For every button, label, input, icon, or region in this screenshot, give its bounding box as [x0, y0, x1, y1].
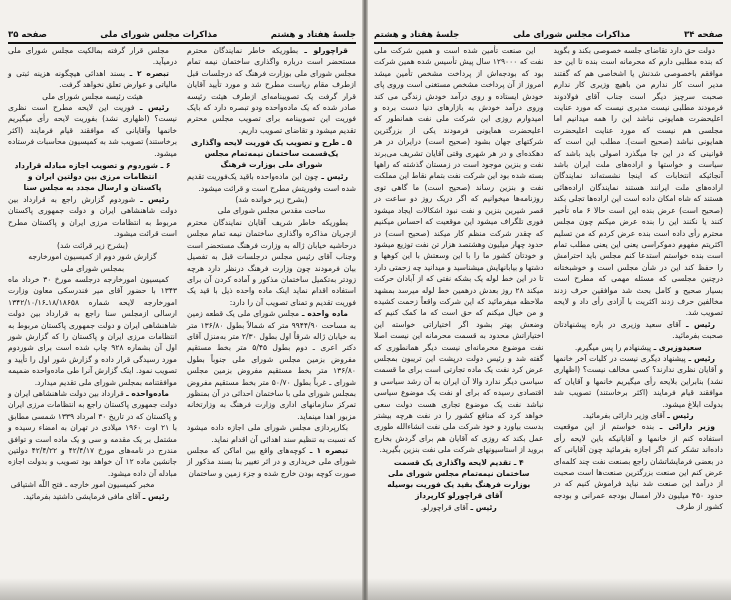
column-right: [554, 45, 724, 513]
page-header: [374, 28, 723, 44]
paragraph: [554, 319, 724, 342]
paragraph-text: ساحت مقدس مجلس شورای ملی: [217, 206, 326, 216]
centered-line: [8, 240, 177, 251]
paragraph: [8, 274, 177, 388]
centered-line: [554, 410, 724, 421]
paragraph: [8, 68, 177, 91]
speaker-name: رئیس ـ: [140, 195, 170, 205]
running-title: مذاکرات مجلس شورای ملی: [100, 30, 218, 40]
paragraph-text: بطوریکه خاطر شریف آقایان نمایندگان محترم ازجریان مذاکره واگذاری ساختمان نیمه تمام مجلس درحاشیه خیابان ژاله به وزارت فرهنگ مستحضر است وجناب آقای رئیس مجلس درجلسات قبل به تفصیل بیان فرمودند چون وزارت فرهنگ درنظر دارد هرچه زودتر به‌تکمیل ساختمان مذکور و آماده کردن آن برای استفاده اقدام نماید اینک ماده واحده ذیل با قید یک فوریت تقدیم و تمنای تصویب آن را دارد:: [187, 217, 356, 307]
paragraph-text: گزارش شور دوم از کمیسیون امورخارجه: [28, 252, 157, 262]
speaker-name: ماده‌واحده ـ: [126, 388, 169, 398]
page-number: صفحه ۳۴: [684, 30, 723, 40]
paragraph: [374, 45, 544, 456]
section-heading: [12, 160, 173, 193]
paragraph-text: ۶ ـ شوردوم و تصویب اجازه مبادله قرارداد انتظامات مرزی بین دولتین ایران و پاکستان و ارسال مجدد به مجلس سنا: [14, 161, 171, 193]
paragraph-text: بسند اهدائی هیچگونه هزینه ثبتی و مالیاتی و عوارض تعلق نخواهد گرفت.: [8, 68, 177, 90]
paragraph: [187, 45, 356, 136]
paragraph-text: آقای قراچورلو.: [420, 502, 471, 512]
text-columns: [8, 45, 356, 502]
centered-line: [8, 91, 177, 102]
paragraph: [554, 45, 724, 319]
paragraph-text: بطوریکه خاطر نمایندگان محترم مستحضر است درباره واگذاری ساختمان نیمه تمام مجلس شورای ملی بوزارت فرهنگ که درجلسات قبل ازطرف مقام ریاست مطرح شد و مورد تأیید آقایان قرار گرفت یک تصویبنامه‌ای ازطرف هیئت رئیسه صادر شده که یک ماده‌واحده ودو تبصره دارد که بایک فوریت این تصویبنامه برای تصویب مجلس محترم تقدیم میشود و تقاضای تصویب داریم.: [187, 46, 356, 135]
book-fold: [362, 0, 368, 600]
speaker-name: رئیس ـ: [470, 502, 497, 512]
speaker-name: رئیس ـ: [685, 319, 715, 329]
paragraph: [8, 388, 177, 479]
column-left: [374, 45, 544, 513]
section-heading: [191, 137, 352, 170]
centered-line: [8, 251, 177, 262]
page-right: [370, 0, 727, 600]
speaker-name: رئیس ـ: [688, 353, 716, 363]
paragraph-text: بکارپردازی مجلس شورای ملی اجازه داده میشود که نسبت به تنظیم سند اهدائی آن اقدام نماید.: [187, 423, 356, 444]
paragraph: [8, 491, 177, 502]
paragraph-text: دولت حق دارد تقاضای جلسه خصوصی بکند و بگوید که بنده مطلبی دارم که محرمانه است بنده تا این حد موافقم باخصوصی شدنش یا اشخاصی هم که گفتند مدیر است کار ندارم من باهیچ وزیری کار ندارم صحبت سرچیز دیگر است جناب آقای فولادوند فرمودند مطلبی نیست مدیری نیست که مورد عنایت اعلیحضرت همایونی نباشد این را همه میدانیم اما مجلسی هم نیست که مورد عنایت اعلیحضرت همایونی نباشد (صحیح است). مطلب این است که قوانینی که در این جا میگذرد اصولی باید باشد که سیاست و خواستها و اراده‌های ملت ایران باشد آنجائیکه انتخابات که اینجا نشسته‌اند نمایندگان اراده‌های ملت ایرانند هستند نمایندگان اراده‌هائی هستند که شاه امکان داده است این اراده‌ها تجلی بکند (صحیح است) عرض بنده این است حالا ۶ ماه تأخیر کنند یا نکنند این را بنده عرض میکنم چون مجلس محترم رأی داده است بنده عرض کردم که من تسلیم اکثریتم مفهوم دموکراسی یعنی این یعنی مطلب تمام است بنده خواستم استدعا کنم مجلس باید احترامش را حفظ کند این در شأن مجلس است و خوشبختانه درچنین مجلسی که مسئله مهمی که مطرح است بسیار صحیح و کامل بحث شد موافقین حرف زدند مخالفین حرف زدند اکثریت با آزادی رأی داد و لایحه تصویب شد.: [553, 46, 723, 318]
paragraph-text: قرارداد بین دولت شاهنشاهی ایران و دولت جمهوری پاکستان راجع به انتظامات مرزی ایران و پاکستان که در تاریخ ۳۰ امرداد ۱۳۳۹ شمسی مطابق با ۲۱ اوت ۱۹۶۰ میلادی در تهران به امضاء رسیده و مشتمل بر یک مقدمه و سی و یک ماده است و توافق مندرج در نامه‌های مورخ ۴۲/۴/۱۷ و ۴۲/۴/۲۲ دولتین جانشین ماده ۱۲ آن خواهد بود تصویب و بدولت اجازه مبادله آن داده میشود.: [8, 388, 178, 478]
paragraph-text: آقای سعید وزیری در باره پیشنهادتان صحبت بفرمائید.: [553, 319, 723, 341]
page-header: [8, 28, 356, 44]
speaker-name: تبصره ۱ ـ: [309, 446, 348, 455]
paragraph-text: ۴ ـ تقدیم لایحه واگذاری یک قسمت ساختمان نیمه‌تمام مجلس شورای ملی بوزارت فرهنگ بقید یک فوریت بوسیله آقای قراچورلو کارپرداز: [387, 457, 531, 500]
speaker-name: سعیدوزیری ـ: [653, 342, 702, 352]
paragraph-text: کمیسیون امورخارجه درجلسه مورخ ۳۰ خرداد ماه ۱۳۴۳ با حضور آقای میر فندرسکی معاون وزارت امورخارجه لایحه شماره ۱۸/۱۸۶۵۸ـ۱۳۴۲/۱۰/۱۶ ارسالی ازمجلس سنا راجع به قرارداد بین دولت شاهنشاهی ایران و دولت جمهوری پاکستان مربوط به انتظامات مرزی ایران و پاکستان را که گزارش شور اول آن بشماره ۹۲۸ چاپ شده است برای شوردوم مورد رسیدگی قرار داده و گزارش شور اول را تأیید و تصویب نمود. اینک گزارش آنرا طی ماده‌واحده ضمیمه موافقتنامه بمجلس شورای ملی تقدیم میدارد.: [8, 274, 178, 387]
paragraph: [8, 102, 177, 159]
paragraph-text: چون این ماده‌واحده باقید یک‌فوریت تقدیم شده است وفوریتش مطرح است و قرائت میشود.: [187, 172, 356, 193]
paragraph-text: فوریت این لایحه مطرح است نظری نیست؟ (اظهاری نشد) بفوریت لایحه رأی میگیریم خانمها وآقایانی که موافقند قیام فرمایند (اکثر برخاستند) تصویب شد به کمیسیون محاسبات فرستاده میشود.: [8, 103, 177, 158]
centered-line: [8, 479, 177, 490]
paragraph-text: هیئت رئیسه مجلس شورای ملی: [42, 91, 143, 101]
paragraph-text: آقای مافی فرمایشی داشتید بفرمائید.: [23, 491, 143, 501]
speaker-name: رئیس ـ: [139, 103, 169, 113]
centered-line: [554, 342, 724, 353]
paragraph-text: ۵ ـ طرح و تصویب یک فوریت لایحه واگذاری یک‌قسمت ساختمان نیمه‌تمام مجلس شورای ملی بوزارت فرهنگ: [191, 138, 352, 170]
paragraph: [554, 421, 724, 512]
centered-line: [374, 502, 544, 513]
column-left: [8, 45, 177, 502]
section-heading: [378, 457, 540, 501]
scan-shadow: [0, 578, 731, 600]
text-columns: [374, 45, 723, 513]
paragraph: [187, 308, 356, 422]
speaker-name: وزیر دارائی ـ: [659, 422, 715, 432]
paragraph: [8, 194, 177, 240]
paragraph: [187, 217, 356, 308]
paragraph: [8, 45, 177, 68]
speaker-name: رئیس ـ: [321, 172, 348, 182]
centered-line: [8, 263, 177, 274]
column-right: [187, 45, 356, 502]
paragraph: [554, 353, 724, 410]
paragraph-text: پیشنهاد دیگری نیست در کلیات آخر خانمها و آقایان نظری ندارند؟ کسی مخالف نیست؟ (اظهاری نشد) بنابراین بلایحه رأی میگیریم خانمها و آقایان که موافقند قیام فرمایند (اکثر برخاستند) تصویب شد بدولت ابلاغ میشود.: [553, 353, 723, 409]
paragraph: [187, 445, 356, 479]
speaker-name: ماده واحده ـ: [301, 309, 348, 319]
speaker-name: رئیس ـ: [667, 411, 694, 420]
paragraph-text: مجلس قرار گرفته بمالکیت مجلس شورای ملی درمیآید.: [8, 46, 177, 67]
paragraph-text: مخبر کمیسیون امور خارجه ـ فتح اللّه اشتیاقی: [10, 480, 155, 490]
running-title: مذاکرات مجلس شورای ملی: [513, 30, 631, 40]
paragraph-text: مجلس شورای ملی یک قطعه زمین به مساحت ۹۹۴۴/۹۰ متر که شمالاً بطول ۱۳۶/۸۰ متر به خیابان ژاله شرقاً اول بطول ۲/۳۰ متر به‌منزل آقای دکتر اعری ـ دوم بطول ۵/۴۵ متر بخط مستقیم مفروض بزمین مجلس شورای ملی جنوباً بطول ۱۳۶/۸۰ متر بخط مستقیم مفروض بزمین مجلس شورای ـ غرباً بطول ۵۰/۷۰ متر بخط مستقیم مفروض بمجلس شورای ملی با ساختمان احداثی در آن بمنظور تمرکز سازمانهای اداری وزارت فرهنگ به وزارتخانه مزبور اهدا مینماید.: [187, 309, 356, 421]
paragraph: [187, 422, 356, 445]
paragraph-text: بنده خواستم از این موقعیت استفاده کنم از خانمها و آقایانیکه باین لایحه رأی داده‌اند تشکر کنم اگر اجازه بفرمائید چون آقایانی که در بعضی فرمایشاتشان راجع بصنعت نفت چند کلمه‌ای عرض کنم این صنعت بزرگترین صنعت‌ها است صحبت از درآمد این صنعت شد نباید فراموش کنیم که در حدود ۴۵۰ میلیون دلار امسال بودجه عمرانی و بودجه کشور از طرف: [553, 422, 723, 512]
speaker-name: قراچورلو ـ: [304, 46, 348, 55]
centered-line: [187, 194, 356, 205]
session-label: جلسهٔ هفتاد و هشتم: [374, 30, 460, 40]
session-label: جلسهٔ هفتاد و هشتم: [270, 30, 356, 40]
paragraph-text: شوردوم گزارش راجع به قرارداد بین دولت شاهنشاهی ایران و دولت جمهوری پاکستان مربوط به انتظامات مرزی ایران و پاکستان مطرح است قرائت میشود.: [8, 195, 177, 239]
paragraph-text: این صنعت تأمین شده است و همین شرکت ملی نفت که ۱۲۹۰۰۰ سال پیش تأسیس شده همین شرکت بود که بودجه‌اش از پرداخت مشخص تأمین میشد امروز از آن پرداخت مشخص مستغنی است وروی پای خودش ایستاده و روی درآمد خودش زندگی می کند وروی درآمد خودش به بازارهای دنیا دست برده و امیدوارم روزی این شرکت ملی نفت همانطور که اعلیحضرت همایونی فرمودند یکی از بزرگترین شرکتهای جهان بشود (صحیح است) درایران در هر دهکده‌ای و در هر شهری وقتی آقایان تشریف می‌برند نفت و بنزین موجود است در زمستان گذشته که راهها بسته شده بود این شرکت نفت بتمام نقاط این مملکت نفت و بنزین رساند (صحیح است) ما گاهی توی روزنامه‌ها میخوانیم که اگر دریک روز دو ساعت در قصر شیرین بنزین و نفت نبود اشکالات ایجاد میشود فوری تلگراف میشود این موقعیت که احساس میکنیم که چقدر شرکت منظم کار میکند (صحیح است) در حدود چهار میلیون وهشتصد هزار تن نفت توزیع میشود و خودتان کشور ما را با این وسعتش با این کوهها و دشتها و بیابانهایش میشناسید و میدانید چه زحمتی دارد تا در این خط لوله یک بشکه نفتی که از آبادان حرکت میکند ۲۸ روز بعدش درهمین خط لوله میرسد بمشهد ملاحظه میفرمائید که این شرکت واقعاً زحمت کشیده و من خیال میکنم که حق است که ما کمک کنیم که وضعش بهتر بشود اگر اختیاراتی خواسته این اختیاراتش محدود به قسمت محرمانه این نیست اصلا نفت موضوع محرمانه‌ای نیست دیگر همانطوری که گفته شد و رئیس دولت درپشت این تریبون بمجلس عرض کرد نفت یک ماده تجارتی است برای ما قسمت سیاسی دیگر ندارد والا آن ایران به آن رشد سیاسی و اقتصادی رسیده که برای او نفت یک موضوع سیاسی نباشد نفت یک موضوع تجاری هست دولت سعی خواهد کرد که منافع کشور را در نفت هرچه بیشتر بدست بیاورد و خود شرکت ملی نفت انشاءالله طوری عمل بکند که روزی که آقایان هم برای گردش بخارج بروید از استاسیونهای شرکت ملی نفت بنزین بگیرید.: [374, 46, 544, 455]
paragraph-text: (بشرح زیر خوانده شد): [235, 195, 308, 205]
paragraph-text: کوچه‌های واقع بین اماکن که مجلس شورای ملی خریداری و در اثر تغییر بنا بسند مذکور از صورت کوچه بودن خارج شده و جزء زمین و ساختمان: [187, 446, 356, 478]
page-number: صفحه ۳۵: [8, 30, 47, 40]
page-left: [4, 0, 360, 600]
centered-line: [187, 205, 356, 216]
paragraph: [187, 171, 356, 194]
paragraph-text: (بشرح زیر قرائت شد): [57, 240, 128, 250]
paragraph-text: بمجلس شورای ملی: [60, 263, 125, 273]
paragraph-text: پیشنهادم را پس میگیرم.: [574, 342, 654, 352]
paragraph-text: آقای وزیر دارائی بفرمائید.: [582, 411, 668, 420]
speaker-name: رئیس ـ: [142, 491, 169, 501]
speaker-name: تبصره ۲ ـ: [129, 68, 169, 78]
